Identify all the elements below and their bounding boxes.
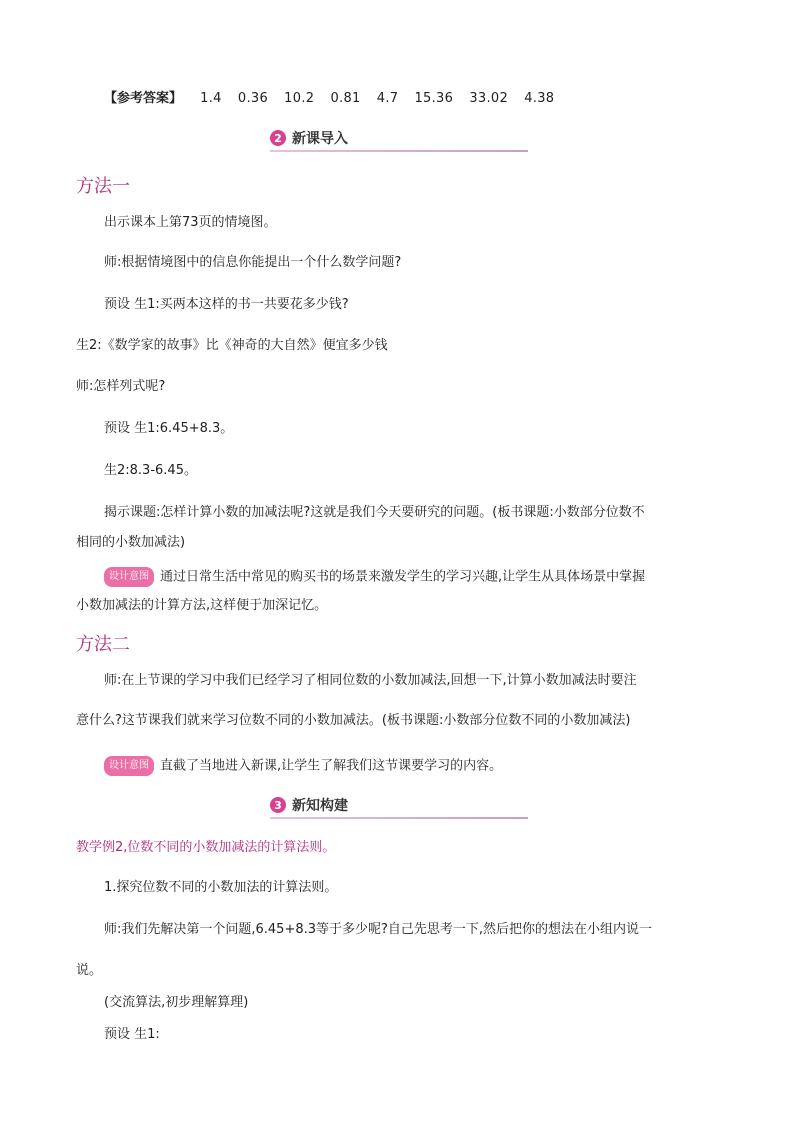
paragraph: 生2:《数学家的故事》比《神奇的大自然》便宜多少钱 — [76, 338, 388, 353]
design-intent-badge: 设计意图 — [104, 756, 154, 776]
answer-value: 0.36 — [237, 91, 269, 106]
reference-answers — [104, 90, 566, 108]
section-underline — [270, 817, 528, 819]
paragraph: 出示课本上第73页的情境图。 — [104, 215, 277, 230]
section-underline — [270, 150, 528, 152]
answer-value: 4.7 — [376, 91, 399, 106]
answer-value: 4.38 — [524, 91, 555, 106]
answer-value: 0.81 — [330, 91, 361, 106]
design-intent — [104, 756, 502, 776]
example-heading: 教学例2,位数不同的小数加减法的计算法则。 — [76, 840, 336, 855]
paragraph: 预设 生1:买两本这样的书一共要花多少钱? — [104, 297, 349, 312]
paragraph: 意什么?这节课我们就来学习位数不同的小数加减法。(板书课题:小数部分位数不同的小数加减法) — [76, 713, 631, 728]
paragraph: 相同的小数加减法) — [76, 535, 186, 550]
section-header-new-lesson — [270, 128, 348, 148]
answers-label: 【参考答案】 — [104, 91, 183, 106]
answer-value: 10.2 — [284, 91, 315, 106]
design-intent-text: 通过日常生活中常见的购买书的场景来激发学生的学习兴趣,让学生从具体场景中掌握 — [160, 569, 646, 585]
paragraph: 小数加减法的计算方法,这样便于加深记忆。 — [76, 598, 328, 613]
paragraph: 师:怎样列式呢? — [76, 379, 166, 394]
paragraph: 预设 生1:6.45+8.3。 — [104, 421, 234, 436]
method-two-heading: 方法二 — [76, 634, 130, 655]
section-title: 新知构建 — [292, 798, 348, 814]
paragraph: 师:我们先解决第一个问题,6.45+8.3等于多少呢?自己先思考一下,然后把你的想法在小组内说一 — [104, 922, 653, 937]
section-number-badge: 2 — [270, 130, 286, 146]
design-intent — [104, 567, 645, 587]
design-intent-badge: 设计意图 — [104, 567, 154, 587]
paragraph: 生2:8.3-6.45。 — [104, 463, 197, 478]
paragraph: (交流算法,初步理解算理) — [104, 995, 249, 1010]
section-title: 新课导入 — [292, 131, 348, 147]
answer-value: 15.36 — [414, 91, 454, 106]
section-header-new-knowledge — [270, 795, 348, 815]
paragraph: 揭示课题:怎样计算小数的加减法呢?这就是我们今天要研究的问题。(板书课题:小数部分位数不 — [104, 505, 645, 520]
paragraph: 说。 — [76, 963, 103, 978]
answer-value: 33.02 — [469, 91, 509, 106]
paragraph: 师:根据情境图中的信息你能提出一个什么数学问题? — [104, 255, 402, 270]
section-number-badge: 3 — [270, 797, 286, 813]
answer-value: 1.4 — [200, 91, 222, 106]
method-one-heading: 方法一 — [76, 176, 130, 197]
design-intent-text: 直截了当地进入新课,让学生了解我们这节课要学习的内容。 — [160, 758, 503, 774]
paragraph: 1.探究位数不同的小数加法的计算法则。 — [104, 880, 338, 895]
paragraph: 师:在上节课的学习中我们已经学习了相同位数的小数加减法,回想一下,计算小数加减法时要注 — [104, 673, 637, 688]
paragraph: 预设 生1: — [104, 1027, 160, 1042]
